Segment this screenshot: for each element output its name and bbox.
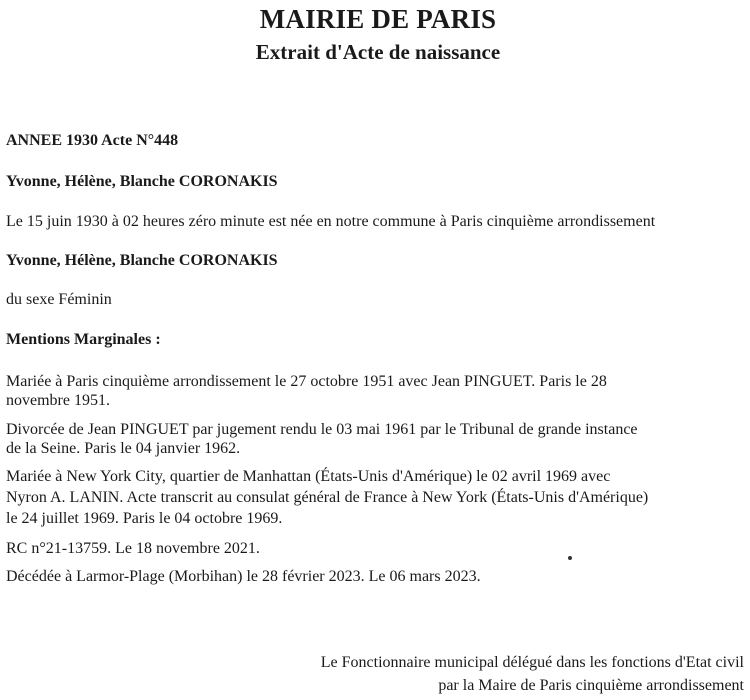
mention-line: Décédée à Larmor-Plage (Morbihan) le 28 février 2023. Le 06 mars 2023.: [6, 568, 481, 585]
person-name-repeat: Yvonne, Hélène, Blanche CORONAKIS: [6, 252, 278, 269]
mention-line: Mariée à Paris cinquième arrondissement le 27 octobre 1951 avec Jean PINGUET. Paris le 28: [6, 373, 607, 390]
mention-line: de la Seine. Paris le 04 janvier 1962.: [6, 440, 241, 457]
mention-line: novembre 1951.: [6, 392, 110, 409]
document-title: MAIRIE DE PARIS: [259, 4, 497, 34]
mention-line: Mariée à New York City, quartier de Manhattan (États-Unis d'Amérique) le 02 avril 1969 avec: [6, 468, 611, 485]
mention-line: Divorcée de Jean PINGUET par jugement rendu le 03 mai 1961 par le Tribunal de grande instance: [6, 421, 638, 438]
signature-line-1: Le Fonctionnaire municipal délégué dans les fonctions d'Etat civil: [320, 654, 744, 671]
document-subtitle: Extrait d'Acte de naissance: [255, 40, 501, 64]
ink-speck: [568, 556, 572, 560]
act-year-number: ANNEE 1930 Acte N°448: [6, 132, 179, 149]
marginal-mentions-heading: Mentions Marginales :: [6, 331, 161, 348]
mention-line: le 24 juillet 1969. Paris le 04 octobre 1969.: [6, 510, 283, 527]
sex-statement: du sexe Féminin: [6, 291, 112, 308]
signature-line-2: par la Maire de Paris cinquième arrondissement: [438, 677, 744, 694]
person-name: Yvonne, Hélène, Blanche CORONAKIS: [6, 173, 278, 190]
mention-line: RC n°21-13759. Le 18 novembre 2021.: [6, 540, 260, 557]
birth-statement: Le 15 juin 1930 à 02 heures zéro minute est née en notre commune à Paris cinquième arrondissement: [6, 213, 656, 230]
mention-line: Nyron A. LANIN. Acte transcrit au consulat général de France à New York (États-Unis d'Amérique): [6, 489, 649, 506]
